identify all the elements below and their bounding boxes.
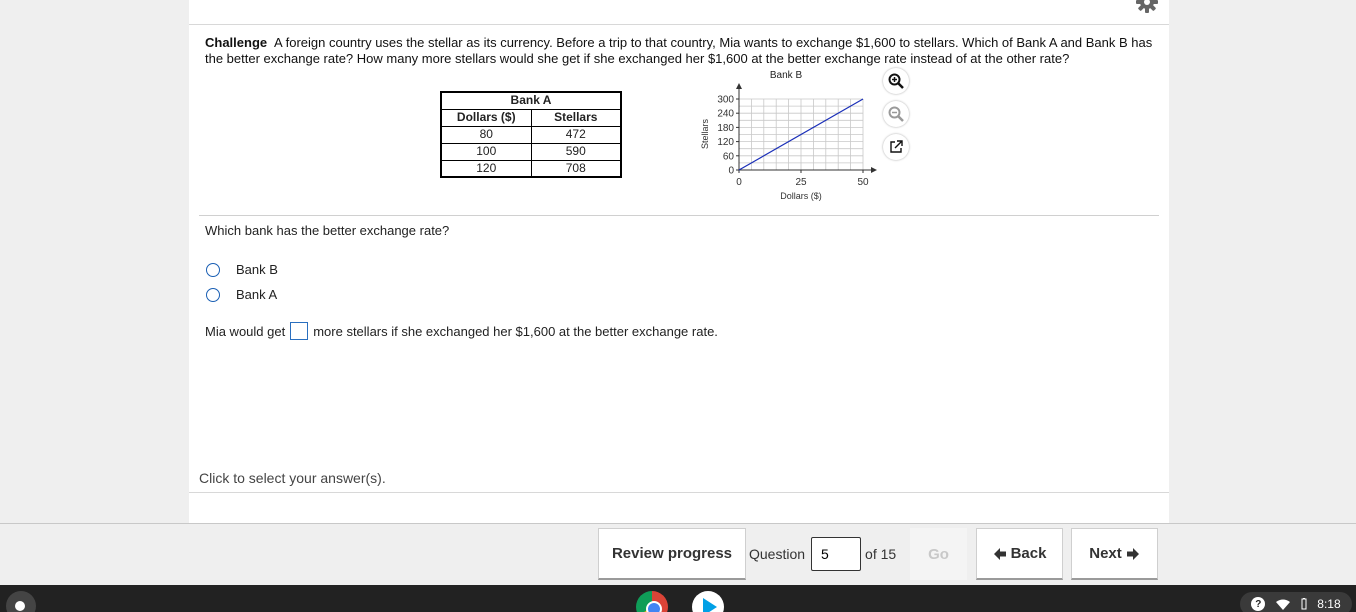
bottom-divider: [189, 492, 1169, 493]
x-tick-label: 50: [857, 177, 869, 188]
clock-time: 8:18: [1317, 597, 1341, 611]
status-tray[interactable]: [1240, 592, 1352, 612]
question-body: A foreign country uses the stellar as its currency. Before a trip to that country, Mia wants to exchange $1,600 to stellars. Which of Bank A and Bank B has the better exchange rate? How many more stellars would she get if she exchanged her $1,600 at the better exchange rate instead of at the other rate?: [205, 35, 1153, 66]
table-cell: 708: [531, 160, 621, 177]
y-axis-arrow: [736, 83, 742, 89]
bank-b-graph: [696, 68, 886, 204]
table-cell: 80: [441, 126, 531, 143]
graph-title: Bank B: [769, 70, 803, 81]
arrow-right-icon: [1126, 547, 1140, 561]
col-header-stellars: Stellars: [531, 109, 621, 126]
table-row: [441, 160, 621, 177]
wifi-icon: [1276, 599, 1290, 610]
graph-y-axis-label: Stellars: [700, 118, 710, 150]
part2-before: Mia would get: [205, 323, 286, 339]
part2-sentence: [205, 322, 718, 340]
part1-prompt: Which bank has the better exchange rate?: [205, 223, 450, 238]
option-label: Bank B: [236, 262, 278, 277]
zoom-in-icon[interactable]: [883, 68, 909, 94]
table-cell: 590: [531, 143, 621, 160]
hint-text: Click to select your answer(s).: [199, 470, 386, 486]
popout-icon[interactable]: [883, 134, 909, 160]
back-button[interactable]: [976, 528, 1063, 580]
question-panel: [189, 0, 1169, 523]
question-text: [205, 35, 1155, 67]
y-tick-label: 0: [728, 165, 734, 177]
question-navigator: [749, 528, 896, 580]
gear-icon[interactable]: [1135, 0, 1159, 14]
y-tick-label: 240: [717, 108, 734, 120]
radio-bank-b[interactable]: [206, 263, 220, 277]
next-label: Next: [1089, 545, 1122, 562]
question-number-input[interactable]: [811, 537, 861, 571]
x-tick-label: 0: [736, 177, 742, 188]
battery-icon: [1301, 598, 1307, 610]
next-button[interactable]: [1071, 528, 1158, 580]
option-bank-b[interactable]: [206, 262, 278, 277]
help-icon: ?: [1251, 597, 1265, 611]
back-label: Back: [1010, 545, 1047, 562]
radio-bank-a[interactable]: [206, 288, 220, 302]
section-divider: [199, 215, 1159, 216]
question-label: Question: [749, 546, 806, 562]
answer-input[interactable]: [290, 322, 308, 340]
y-tick-label: 60: [722, 151, 734, 163]
arrow-left-icon: [993, 547, 1007, 561]
table-cell: 100: [441, 143, 531, 160]
challenge-label: Challenge: [205, 35, 268, 50]
graph-x-axis-label: Dollars ($): [780, 191, 822, 201]
x-axis-arrow: [871, 167, 877, 173]
review-progress-button[interactable]: [598, 528, 746, 580]
table-row: [441, 126, 621, 143]
taskbar: [0, 585, 1356, 612]
y-tick-label: 300: [717, 94, 734, 106]
question-total: of 15: [865, 546, 897, 562]
review-progress-label: Review progress: [611, 545, 733, 562]
zoom-out-icon[interactable]: [883, 101, 909, 127]
footer-divider: [0, 523, 1356, 524]
bank-a-caption: Bank A: [441, 92, 621, 109]
table-row: [441, 143, 621, 160]
top-divider: [189, 24, 1169, 25]
option-bank-a[interactable]: [206, 287, 277, 302]
y-tick-label: 120: [717, 137, 734, 149]
table-cell: 472: [531, 126, 621, 143]
table-cell: 120: [441, 160, 531, 177]
go-button[interactable]: [910, 528, 967, 580]
option-label: Bank A: [236, 287, 278, 302]
y-tick-label: 180: [717, 122, 734, 134]
part2-after: more stellars if she exchanged her $1,600 at the better exchange rate.: [313, 323, 718, 339]
col-header-dollars: Dollars ($): [441, 109, 531, 126]
bank-a-table: [440, 91, 622, 178]
x-tick-label: 25: [795, 177, 807, 188]
go-label: Go: [928, 545, 949, 563]
